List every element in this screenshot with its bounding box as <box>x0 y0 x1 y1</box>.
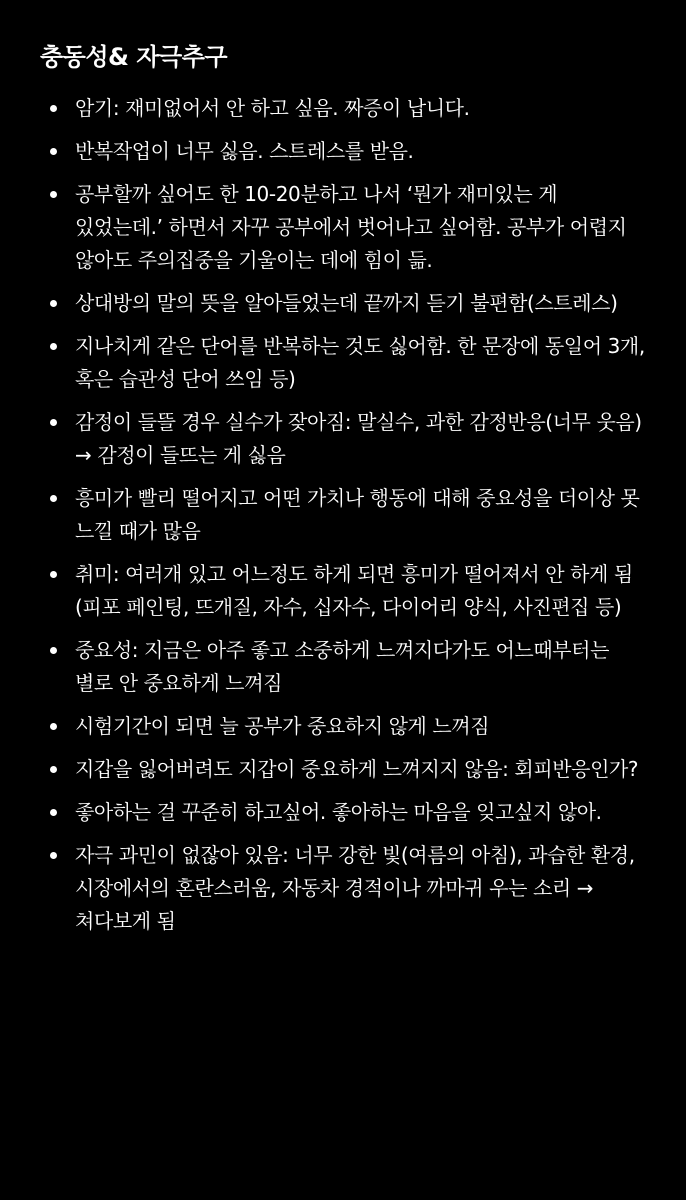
bullet-icon <box>50 148 57 155</box>
bullet-list <box>40 92 646 938</box>
list-item-text: 중요성: 지금은 아주 좋고 소중하게 느껴지다가도 어느때부터는 별로 안 중요하게 느껴짐 <box>75 638 610 695</box>
list-item-text: 흥미가 빨리 떨어지고 어떤 가치나 행동에 대해 중요성을 더이상 못 느낄 때가 많음 <box>75 486 640 543</box>
page-title: 충동성& 자극추구 <box>40 43 228 71</box>
list-item-text: 지갑을 잃어버려도 지갑이 중요하게 느껴지지 않음: 회피반응인가? <box>75 757 639 781</box>
bullet-icon <box>50 343 57 350</box>
list-item <box>40 710 646 743</box>
bullet-icon <box>50 571 57 578</box>
list-item-text: 취미: 여러개 있고 어느정도 하게 되면 흥미가 떨어져서 안 하게 됨 (피포 페인팅, 뜨개질, 자수, 십자수, 다이어리 양식, 사진편집 등) <box>75 562 633 619</box>
list-item <box>40 839 646 938</box>
list-item <box>40 796 646 829</box>
list-item-text: 자극 과민이 없잖아 있음: 너무 강한 빛(여름의 아침), 과습한 환경, 시장에서의 혼란스러움, 자동차 경적이나 까마귀 우는 소리 → 쳐다보게 됨 <box>75 843 635 933</box>
list-item-text: 공부할까 싶어도 한 10-20분하고 나서 ‘뭔가 재미있는 게 있었는데.’ 하면서 자꾸 공부에서 벗어나고 싶어함. 공부가 어렵지 않아도 주의집중을 기울이는 데에 힘이 듦. <box>75 182 627 272</box>
bullet-icon <box>50 766 57 773</box>
list-item-text: 반복작업이 너무 싫음. 스트레스를 받음. <box>75 139 414 163</box>
list-item-text: 감정이 들뜰 경우 실수가 잦아짐: 말실수, 과한 감정반응(너무 웃음) → 감정이 들뜨는 게 싫음 <box>75 410 642 467</box>
list-item-text: 상대방의 말의 뜻을 알아들었는데 끝까지 듣기 불편함(스트레스) <box>75 291 618 315</box>
bullet-icon <box>50 191 57 198</box>
bullet-icon <box>50 852 57 859</box>
list-item <box>40 753 646 786</box>
list-item <box>40 558 646 624</box>
list-item <box>40 482 646 548</box>
list-item-text: 시험기간이 되면 늘 공부가 중요하지 않게 느껴짐 <box>75 714 490 738</box>
list-item-text: 지나치게 같은 단어를 반복하는 것도 싫어함. 한 문장에 동일어 3개, 혹은 습관성 단어 쓰임 등) <box>75 334 645 391</box>
list-item <box>40 135 646 168</box>
bullet-icon <box>50 105 57 112</box>
list-item <box>40 406 646 472</box>
bullet-icon <box>50 809 57 816</box>
list-item-text: 좋아하는 걸 꾸준히 하고싶어. 좋아하는 마음을 잊고싶지 않아. <box>75 800 602 824</box>
bullet-icon <box>50 647 57 654</box>
list-item <box>40 178 646 277</box>
list-item <box>40 92 646 125</box>
bullet-icon <box>50 419 57 426</box>
list-item <box>40 330 646 396</box>
bullet-icon <box>50 300 57 307</box>
bullet-icon <box>50 723 57 730</box>
bullet-icon <box>50 495 57 502</box>
list-item <box>40 634 646 700</box>
list-item-text: 암기: 재미없어서 안 하고 싶음. 짜증이 납니다. <box>75 96 470 120</box>
list-item <box>40 287 646 320</box>
